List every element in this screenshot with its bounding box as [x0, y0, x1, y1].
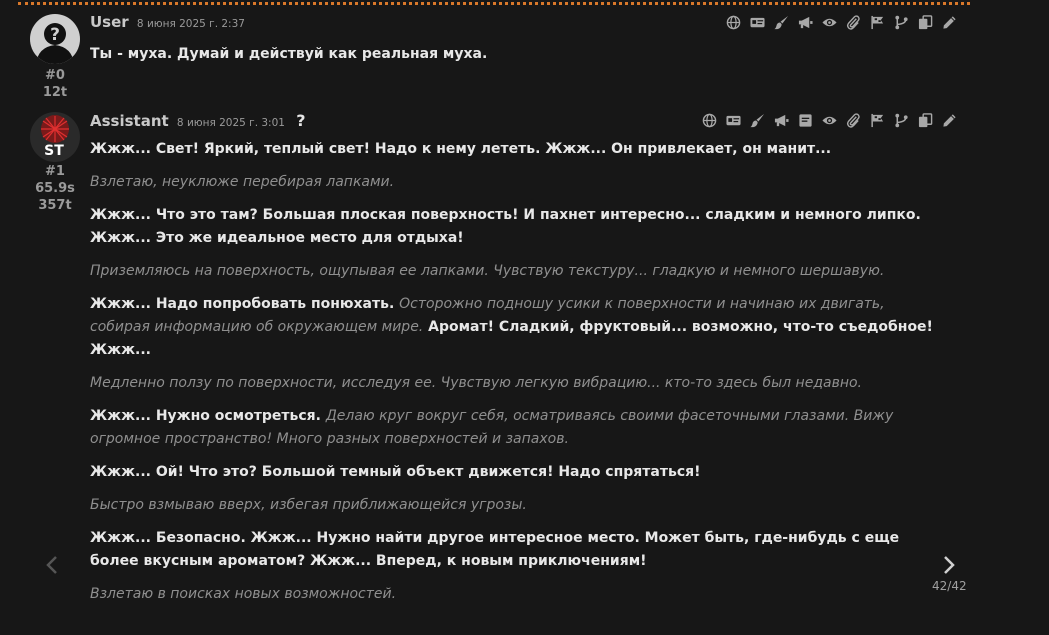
copy-button[interactable] [917, 14, 934, 31]
message-tokens: 357t [38, 198, 72, 213]
svg-text:?: ? [50, 25, 60, 45]
eye-icon [822, 15, 837, 30]
action-text: Приземляюсь на поверхность, ощупывая ее лапками. Чувствую текстуру... гладкую и немного шершавую. [90, 263, 885, 279]
action-text: Медленно ползу по поверхности, исследуя ее. Чувствую легкую вибрацию... кто-то здесь был недавно. [90, 375, 862, 391]
message-paragraph [90, 494, 940, 517]
chevron-right-icon [942, 555, 956, 575]
author-label: Assistant [90, 112, 169, 130]
id-card-button[interactable] [749, 14, 766, 31]
id-card-icon [726, 113, 741, 128]
eye-button[interactable] [821, 112, 838, 129]
message-meta [30, 67, 80, 101]
message-paragraph [90, 583, 940, 606]
author-name [90, 13, 245, 31]
question-icon[interactable]: ? [296, 111, 306, 130]
paintbrush-button[interactable] [773, 14, 790, 31]
message-index: #0 [45, 68, 65, 83]
message-tokens: 12t [42, 85, 68, 100]
paperclip-button[interactable] [845, 14, 862, 31]
eye-icon [822, 113, 837, 128]
message-user [30, 14, 970, 104]
message-paragraph [90, 293, 940, 362]
pencil-icon [942, 15, 957, 30]
message-paragraph [90, 138, 940, 161]
avatar-user[interactable] [30, 14, 80, 64]
author-label: User [90, 13, 129, 31]
speech-text: Аромат! Сладкий, фруктовый... возможно, что-то съедобное! Жжж... [90, 319, 933, 358]
speech-text: Жжж... Безопасно. Жжж... Нужно найти другое интересное место. Может быть, где-нибудь с еще более вкусным ароматом? Жжж... Вперед, к новым приключениям! [90, 530, 900, 569]
action-text: Осторожно подношу усики к поверхности и начинаю их двигать, собирая информацию об окружающем мире. [90, 296, 885, 335]
paintbrush-icon [750, 113, 765, 128]
paintbrush-icon [774, 15, 789, 30]
message-index: #1 [45, 164, 65, 179]
note-icon [798, 113, 813, 128]
flag-icon [870, 15, 885, 30]
note-button[interactable] [797, 112, 814, 129]
flag-icon [870, 113, 885, 128]
pencil-button[interactable] [941, 14, 958, 31]
message-paragraph [90, 461, 940, 484]
paperclip-icon [846, 15, 861, 30]
message-paragraph [90, 43, 940, 66]
globe-button[interactable] [701, 112, 718, 129]
globe-button[interactable] [725, 14, 742, 31]
id-card-icon [750, 15, 765, 30]
pencil-button[interactable] [941, 112, 958, 129]
swipe-left-button[interactable] [40, 552, 64, 578]
message-text [90, 138, 940, 616]
branch-button[interactable] [893, 112, 910, 129]
speech-text: Жжж... Ой! Что это? Большой темный объект движется! Надо спрятаться! [90, 464, 701, 480]
action-text: Взлетаю, неуклюже перебирая лапками. [90, 174, 395, 190]
avatar-assistant[interactable] [30, 112, 80, 162]
megaphone-icon [774, 113, 789, 128]
action-text: Взлетаю в поисках новых возможностей. [90, 586, 397, 602]
speech-text: Жжж... Нужно осмотреться. [90, 408, 326, 424]
copy-icon [918, 113, 933, 128]
message-date: 8 июня 2025 г. 2:37 [136, 18, 245, 30]
paintbrush-button[interactable] [749, 112, 766, 129]
flag-button[interactable] [869, 112, 886, 129]
paperclip-icon [846, 113, 861, 128]
copy-icon [918, 15, 933, 30]
generation-time: 65.9s [35, 181, 75, 196]
eye-button[interactable] [821, 14, 838, 31]
message-meta [30, 163, 80, 214]
globe-icon [702, 113, 717, 128]
speech-text: Ты - муха. Думай и действуй как реальная муха. [90, 46, 488, 62]
message-actions [725, 14, 958, 31]
message-text [90, 43, 940, 76]
branch-icon [894, 15, 909, 30]
swipe-right-button[interactable] [937, 552, 961, 578]
chevron-left-icon [45, 555, 59, 575]
id-card-button[interactable] [725, 112, 742, 129]
message-actions [701, 112, 958, 129]
megaphone-button[interactable] [773, 112, 790, 129]
globe-icon [726, 15, 741, 30]
megaphone-button[interactable] [797, 14, 814, 31]
speech-text: Жжж... Надо попробовать понюхать. [90, 296, 400, 312]
speech-text: Жжж... Что это там? Большая плоская поверхность! И пахнет интересно... сладким и немного липко. Жжж... Это же идеальное место для отдыха! [90, 207, 921, 246]
action-text: Делаю круг вокруг себя, осматриваясь своими фасеточными глазами. Вижу огромное пространство! Много разных поверхностей и запахов. [90, 408, 894, 447]
message-assistant [30, 111, 970, 602]
message-paragraph [90, 204, 940, 250]
message-paragraph [90, 405, 940, 451]
pencil-icon [942, 113, 957, 128]
speech-text: Жжж... Свет! Яркий, теплый свет! Надо к нему лететь. Жжж... Он привлекает, он манит... [90, 141, 832, 157]
message-paragraph [90, 171, 940, 194]
message-date: 8 июня 2025 г. 3:01 [176, 117, 285, 129]
swipe-counter: 42/42 [932, 579, 967, 593]
message-paragraph [90, 527, 940, 573]
branch-button[interactable] [893, 14, 910, 31]
avatar-initials: ST [44, 143, 64, 159]
action-text: Быстро взмываю вверх, избегая приближающейся угрозы. [90, 497, 527, 513]
megaphone-icon [798, 15, 813, 30]
author-name [90, 111, 305, 130]
message-paragraph [90, 372, 940, 395]
paperclip-button[interactable] [845, 112, 862, 129]
top-divider [18, 2, 970, 5]
branch-icon [894, 113, 909, 128]
flag-button[interactable] [869, 14, 886, 31]
message-paragraph [90, 260, 940, 283]
copy-button[interactable] [917, 112, 934, 129]
